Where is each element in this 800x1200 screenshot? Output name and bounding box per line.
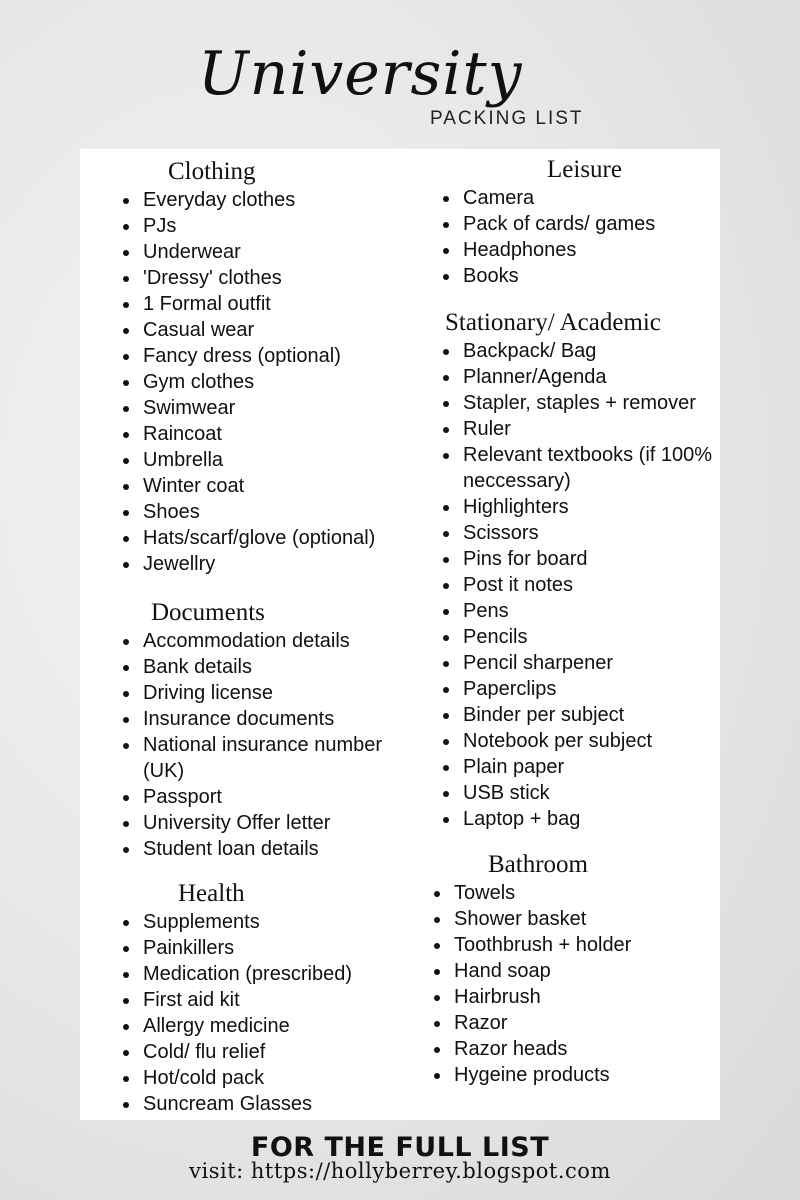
list-item: 1 Formal outfit [80,291,410,317]
list-item: Relevant textbooks (if 100% neccessary) [400,442,720,494]
list-item: University Offer letter [80,810,410,836]
list-item: Pencil sharpener [400,650,720,676]
list-item: Headphones [400,237,720,263]
list-item: Suncream Glasses [80,1091,410,1117]
list-item: Cold/ flu relief [80,1039,410,1065]
list-item: Raincoat [80,421,410,447]
section-heading-clothing: Clothing [168,158,256,185]
list-item: Hand soap [391,958,711,984]
list-item: Backpack/ Bag [400,338,720,364]
page-subtitle: PACKING LIST [430,108,584,129]
section-clothing [80,157,410,577]
section-list-leisure [400,185,720,289]
list-item: Laptop + bag [400,806,720,832]
list-item: Pack of cards/ games [400,211,720,237]
list-item: Accommodation details [80,628,410,654]
section-documents [80,598,410,862]
list-item: Plain paper [400,754,720,780]
list-item: Swimwear [80,395,410,421]
list-item: Ruler [400,416,720,442]
list-item: Winter coat [80,473,410,499]
list-item: Binder per subject [400,702,720,728]
list-item: Notebook per subject [400,728,720,754]
list-item: Pencils [400,624,720,650]
list-item: Razor [391,1010,711,1036]
list-item: Shoes [80,499,410,525]
list-item: Everyday clothes [80,187,410,213]
list-item: Jewellry [80,551,410,577]
list-item: Scissors [400,520,720,546]
packing-list-card [80,149,720,1120]
list-item: Painkillers [80,935,410,961]
list-item: Pins for board [400,546,720,572]
list-item: Fancy dress (optional) [80,343,410,369]
list-item: Insurance documents [80,706,410,732]
list-item: 'Dressy' clothes [80,265,410,291]
section-heading-stationary: Stationary/ Academic [445,309,661,336]
list-item: Passport [80,784,410,810]
section-heading-documents: Documents [151,599,265,626]
list-item: Gym clothes [80,369,410,395]
list-item: Towels [391,880,711,906]
footer-url[interactable]: visit: https://hollyberrey.blogspot.com [189,1159,611,1183]
list-item: Hygeine products [391,1062,711,1088]
list-item: Hairbrush [391,984,711,1010]
list-item: Planner/Agenda [400,364,720,390]
section-health [80,879,410,1117]
list-item: Pens [400,598,720,624]
list-item: Books [400,263,720,289]
list-item: Underwear [80,239,410,265]
list-item: Bank details [80,654,410,680]
list-item: Highlighters [400,494,720,520]
list-item: PJs [80,213,410,239]
footer-cta: FOR THE FULL LIST [250,1132,550,1163]
section-list-clothing [80,187,410,577]
section-list-documents [80,628,410,862]
list-item: Hats/scarf/glove (optional) [80,525,410,551]
list-item: Allergy medicine [80,1013,410,1039]
section-heading-health: Health [178,880,245,907]
section-leisure [400,155,720,289]
list-item: Razor heads [391,1036,711,1062]
section-bathroom [391,850,711,1088]
section-list-stationary [400,338,720,832]
list-item: Camera [400,185,720,211]
list-item: Supplements [80,909,410,935]
section-list-bathroom [391,880,711,1088]
section-heading-leisure: Leisure [547,156,622,183]
page-title: University [198,39,523,109]
list-item: Shower basket [391,906,711,932]
list-item: USB stick [400,780,720,806]
list-item: Medication (prescribed) [80,961,410,987]
list-item: First aid kit [80,987,410,1013]
section-stationary [400,308,720,832]
list-item: Student loan details [80,836,410,862]
section-list-health [80,909,410,1117]
list-item: Paperclips [400,676,720,702]
list-item: Casual wear [80,317,410,343]
list-item: Driving license [80,680,410,706]
list-item: Toothbrush + holder [391,932,711,958]
list-item: Stapler, staples + remover [400,390,720,416]
list-item: National insurance number (UK) [80,732,410,784]
section-heading-bathroom: Bathroom [488,851,588,878]
list-item: Post it notes [400,572,720,598]
list-item: Umbrella [80,447,410,473]
list-item: Hot/cold pack [80,1065,410,1091]
